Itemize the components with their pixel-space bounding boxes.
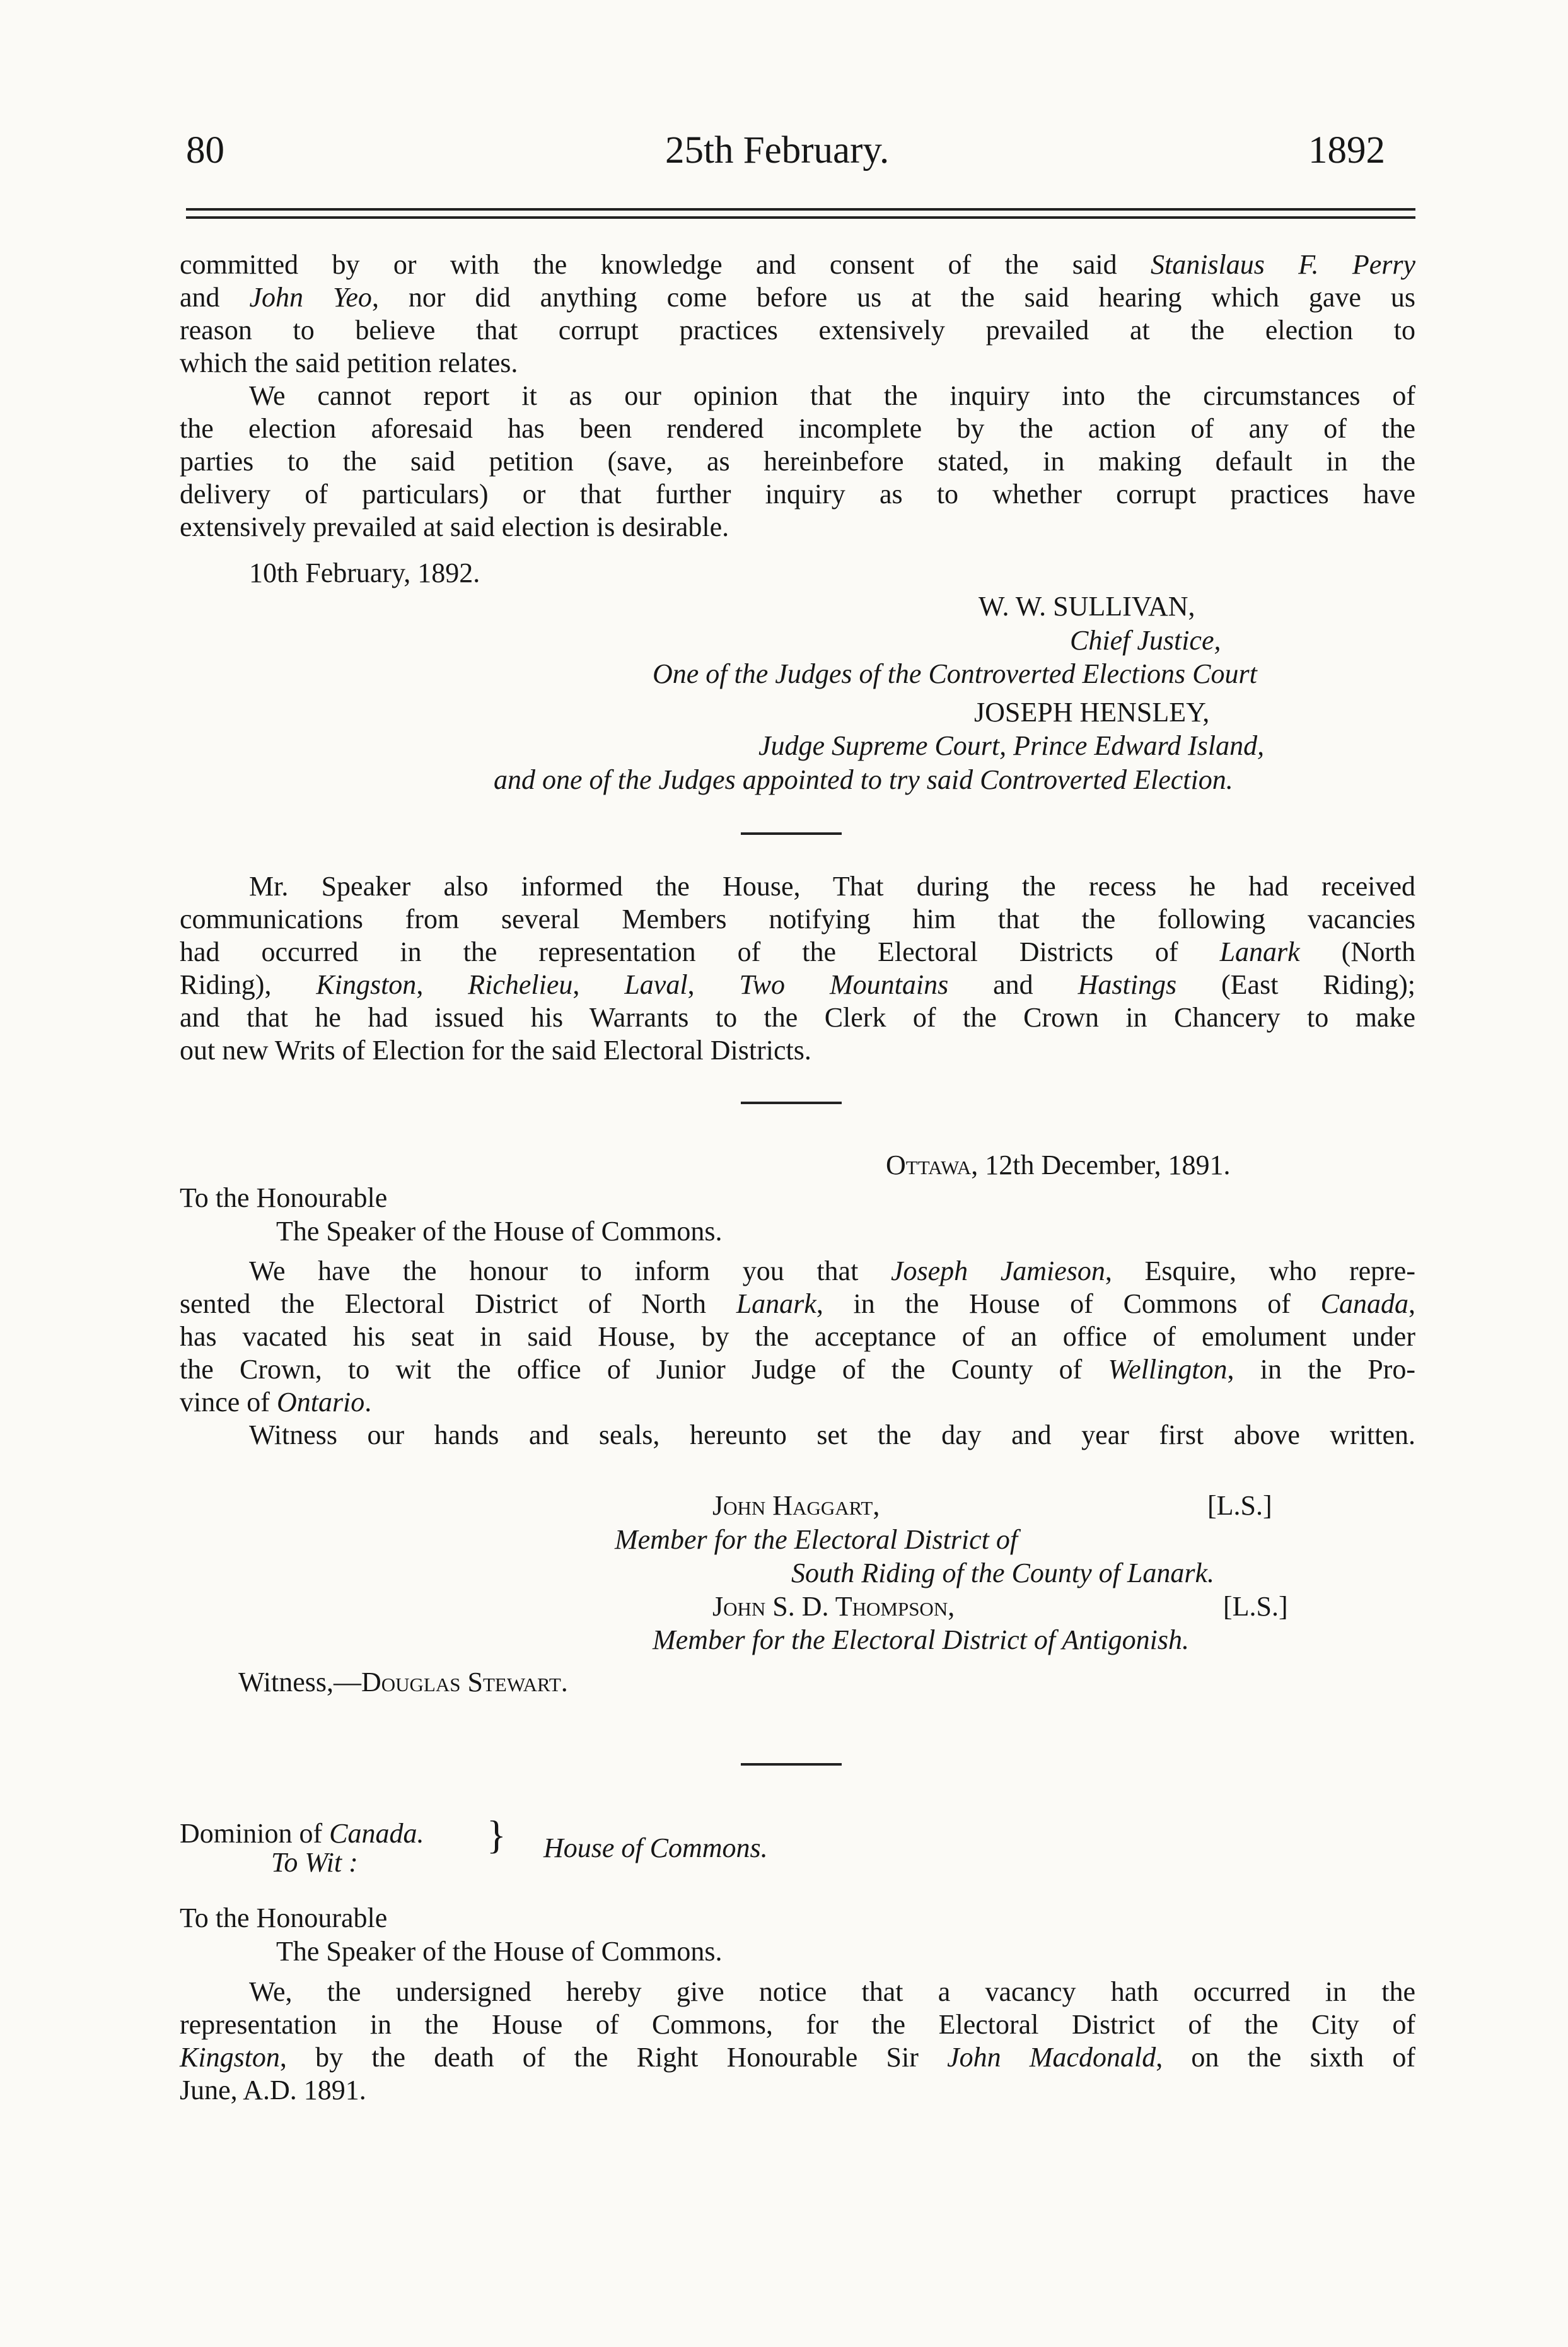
section-divider	[741, 832, 842, 835]
letter-addressee: To the Honourable	[180, 1182, 388, 1213]
report-date: 10th February, 1892.	[249, 557, 480, 588]
header-rule-bottom	[186, 216, 1415, 219]
signatory-role: and one of the Judges appointed to try said Controverted Election.	[494, 764, 1233, 795]
text-line: delivery of particulars) or that further inquiry as to whether corrupt practices have	[180, 479, 1415, 510]
signatory-role: Member for the Electoral District of Antigonish.	[653, 1624, 1189, 1655]
signatory-role: South Riding of the County of Lanark.	[791, 1558, 1214, 1588]
signatory-name: John Haggart,	[712, 1490, 880, 1521]
signatory-name: JOSEPH HENSLEY,	[974, 697, 1210, 728]
text-line: We, the undersigned hereby give notice that a vacancy hath occurred in the	[249, 1976, 1415, 2007]
seal-mark: [L.S.]	[1207, 1490, 1272, 1521]
page-number: 80	[186, 129, 224, 172]
text-line: We cannot report it as our opinion that the inquiry into the circumstances of	[249, 380, 1415, 411]
letter-body	[180, 1255, 1415, 1452]
text-line: Witness our hands and seals, hereunto set the day and year first above written.	[249, 1419, 1415, 1450]
text-line: had occurred in the representation of the Electoral Districts of Lanark (North	[180, 936, 1415, 967]
house-label: House of Commons.	[543, 1832, 768, 1863]
dominion-line: Dominion of Canada.	[180, 1818, 424, 1849]
text-line: parties to the said petition (save, as hereinbefore stated, in making default in the	[180, 446, 1415, 477]
section-divider	[741, 1102, 842, 1104]
seal-mark: [L.S.]	[1223, 1591, 1288, 1622]
text-line: which the said petition relates.	[180, 347, 518, 378]
text-line: June, A.D. 1891.	[180, 2075, 366, 2105]
text-line: extensively prevailed at said election is desirable.	[180, 511, 729, 542]
header-rule-top	[186, 208, 1415, 211]
letter-addressee: The Speaker of the House of Commons.	[276, 1936, 723, 1967]
signatory-name: John S. D. Thompson,	[712, 1591, 955, 1622]
header-date: 25th February.	[665, 129, 890, 172]
text-line: has vacated his seat in said House, by the acceptance of an office of emolument under	[180, 1321, 1415, 1352]
signatory-name: W. W. SULLIVAN,	[979, 591, 1195, 622]
text-line: We have the honour to inform you that Joseph Jamieson, Esquire, who repre-	[249, 1255, 1415, 1286]
letter-addressee: To the Honourable	[180, 1902, 388, 1933]
text-line: Kingston, by the death of the Right Honourable Sir John Macdonald, on the sixth of	[180, 2042, 1415, 2073]
signatory-role: One of the Judges of the Controverted Elections Court	[653, 658, 1257, 689]
letter-body	[180, 1976, 1415, 2107]
letter-addressee: The Speaker of the House of Commons.	[276, 1216, 723, 1247]
text-line: sented the Electoral District of North Lanark, in the House of Commons of Canada,	[180, 1288, 1415, 1319]
text-line: representation in the House of Commons, for the Electoral District of the City of	[180, 2009, 1415, 2040]
section-divider	[741, 1763, 842, 1766]
to-wit-line: To Wit :	[271, 1847, 358, 1878]
text-line: out new Writs of Election for the said Electoral Districts.	[180, 1035, 811, 1066]
text-line: vince of Ontario.	[180, 1387, 372, 1418]
report-paragraph-1	[180, 248, 1415, 380]
signatory-title: Judge Supreme Court, Prince Edward Island,	[758, 730, 1265, 761]
text-line: and John Yeo, nor did anything come before us at the said hearing which gave us	[180, 282, 1415, 313]
letter-place-date: Ottawa, 12th December, 1891.	[886, 1150, 1231, 1180]
report-paragraph-2	[180, 380, 1415, 544]
text-line: the election aforesaid has been rendered incomplete by the action of any of the	[180, 413, 1415, 444]
brace-icon: }	[487, 1812, 506, 1857]
witness-line: Witness,—Douglas Stewart.	[238, 1667, 568, 1698]
text-line: reason to believe that corrupt practices extensively prevailed at the election to	[180, 315, 1415, 346]
text-line: the Crown, to wit the office of Junior Judge of the County of Wellington, in the Pro-	[180, 1354, 1415, 1385]
signatory-title: Chief Justice,	[1070, 625, 1221, 656]
header-year: 1892	[1308, 129, 1385, 172]
text-line: Mr. Speaker also informed the House, That during the recess he had received	[249, 871, 1415, 902]
speaker-paragraph	[180, 870, 1415, 1067]
text-line: committed by or with the knowledge and consent of the said Stanislaus F. Perry	[180, 249, 1415, 280]
text-line: and that he had issued his Warrants to the Clerk of the Crown in Chancery to make	[180, 1002, 1415, 1033]
text-line: Riding), Kingston, Richelieu, Laval, Two Mountains and Hastings (East Riding);	[180, 969, 1416, 1000]
text-line: communications from several Members notifying him that the following vacancies	[180, 904, 1415, 935]
signatory-role: Member for the Electoral District of	[615, 1524, 1018, 1555]
